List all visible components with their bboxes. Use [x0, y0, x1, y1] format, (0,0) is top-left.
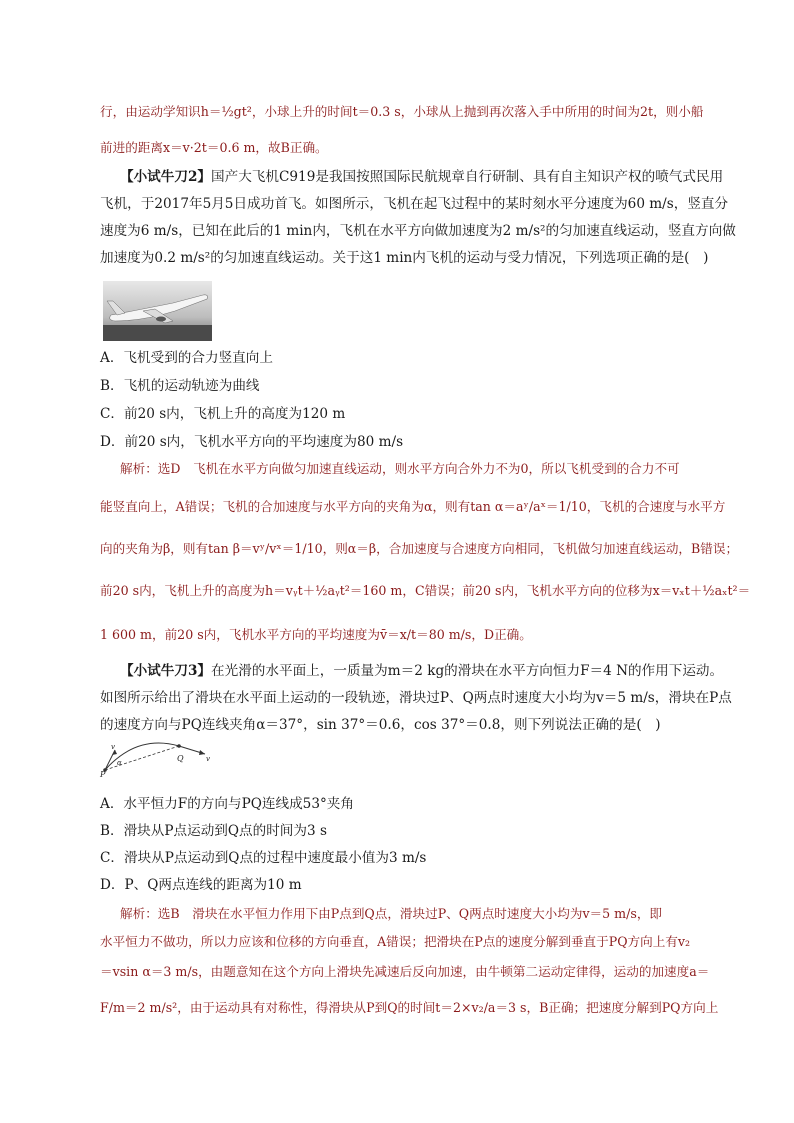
label-v-p: v	[111, 743, 115, 751]
label-p: P	[100, 770, 106, 778]
q3-solution-line-4: F/m＝2 m/s²，由于运动具有对称性，得滑块从P到Q的时间t＝2×v₂/a＝3 s，B正确；把速度分解到PQ方向上	[100, 1000, 719, 1015]
q2-option-b: B．飞机的运动轨迹为曲线	[100, 378, 260, 394]
q2-title: 【小试牛刀2】	[120, 169, 212, 185]
q3-solution-line-1: 解析：选B 滑块在水平恒力作用下由P点到Q点，滑块过P、Q两点时速度大小均为v＝5 m/s，即	[120, 906, 663, 921]
q2-solution-line-1: 解析：选D 飞机在水平方向做匀加速直线运动，则水平方向合外力不为0，所以飞机受到的合力不可	[120, 461, 680, 476]
label-q: Q	[177, 754, 184, 763]
q3-solution-line-2: 水平恒力不做功，所以力应该和位移的方向垂直，A错误；把滑块在P点的速度分解到垂直于PQ方向上有v₂	[100, 934, 691, 949]
q2-solution-line-3: 向的夹角为β，则有tan β＝vʸ/vˣ＝1/10，则α＝β，合加速度与合速度方向相同，飞机做匀加速直线运动，B错误；	[100, 541, 739, 556]
q3-solution-line-3: ＝vsin α＝3 m/s，由题意知在这个方向上滑块先减速后反向加速，由牛顿第二运动定律得，运动的加速度a＝	[100, 964, 710, 979]
prev-solution-line-2: 前进的距离x＝v·2t＝0.6 m，故B正确。	[100, 140, 328, 155]
label-v-q: v	[206, 755, 210, 763]
q2-stem-line-2: 飞机，于2017年5月5日成功首飞。如图所示，飞机在起飞过程中的某时刻水平分速度为60 m/s，竖直分	[100, 196, 729, 212]
q3-stem-line-1	[120, 661, 740, 681]
q2-solution-line-4: 前20 s内，飞机上升的高度为h＝vᵧt＋½aᵧt²＝160 m，C错误；前20 s内，飞机水平方向的位移为x＝vₓt＋½aₓt²＝	[100, 583, 751, 598]
q3-option-b: B．滑块从P点运动到Q点的时间为3 s	[100, 823, 327, 839]
q2-stem-line-3: 速度为6 m/s，已知在此后的1 min内，飞机在水平方向做加速度为2 m/s²的匀加速直线运动，竖直方向做	[100, 223, 736, 239]
q3-title: 【小试牛刀3】	[120, 663, 212, 679]
q2-solution-line-5: 1 600 m，前20 s内，飞机水平方向的平均速度为v̄＝x/t＝80 m/s，D正确。	[100, 627, 532, 642]
q3-stem-text-1: 在光滑的水平面上，一质量为m＝2 kg的滑块在水平方向恒力F＝4 N的作用下运动。	[211, 663, 724, 679]
q3-stem-line-2: 如图所示给出了滑块在水平面上运动的一段轨迹，滑块过P、Q两点时速度大小均为v＝5 m/s，滑块在P点	[100, 690, 732, 706]
q2-option-d: D．前20 s内，飞机水平方向的平均速度为80 m/s	[100, 434, 404, 450]
airplane-photo	[103, 281, 212, 341]
q2-stem-text-1: 国产大飞机C919是我国按照国际民航规章自行研制、具有自主知识产权的喷气式民用	[211, 169, 724, 185]
q2-option-c: C．前20 s内，飞机上升的高度为120 m	[100, 406, 346, 422]
q2-stem-line-1	[120, 167, 740, 187]
q2-option-a: A．飞机受到的合力竖直向上	[100, 350, 273, 366]
q3-stem-line-3: 的速度方向与PQ连线夹角α＝37°，sin 37°＝0.6，cos 37°＝0.8，则下列说法正确的是( )	[100, 717, 661, 733]
q3-option-d: D．P、Q两点连线的距离为10 m	[100, 877, 302, 893]
prev-solution-line-1: 行，由运动学知识h＝½gt²，小球上升的时间t＝0.3 s，小球从上抛到再次落入手中所用的时间为2t，则小船	[100, 104, 704, 119]
label-alpha: α	[117, 759, 122, 767]
q3-option-c: C．滑块从P点运动到Q点的过程中速度最小值为3 m/s	[100, 850, 427, 866]
trajectory-diagram	[97, 734, 217, 778]
q2-solution-line-2: 能竖直向上，A错误；飞机的合加速度与水平方向的夹角为α，则有tan α＝aʸ/aˣ＝1/10，飞机的合速度与水平方	[100, 499, 726, 514]
q2-stem-line-4: 加速度为0.2 m/s²的匀加速直线运动。关于这1 min内飞机的运动与受力情况，下列选项正确的是( )	[100, 250, 709, 266]
q3-option-a: A．水平恒力F的方向与PQ连线成53°夹角	[100, 796, 354, 812]
